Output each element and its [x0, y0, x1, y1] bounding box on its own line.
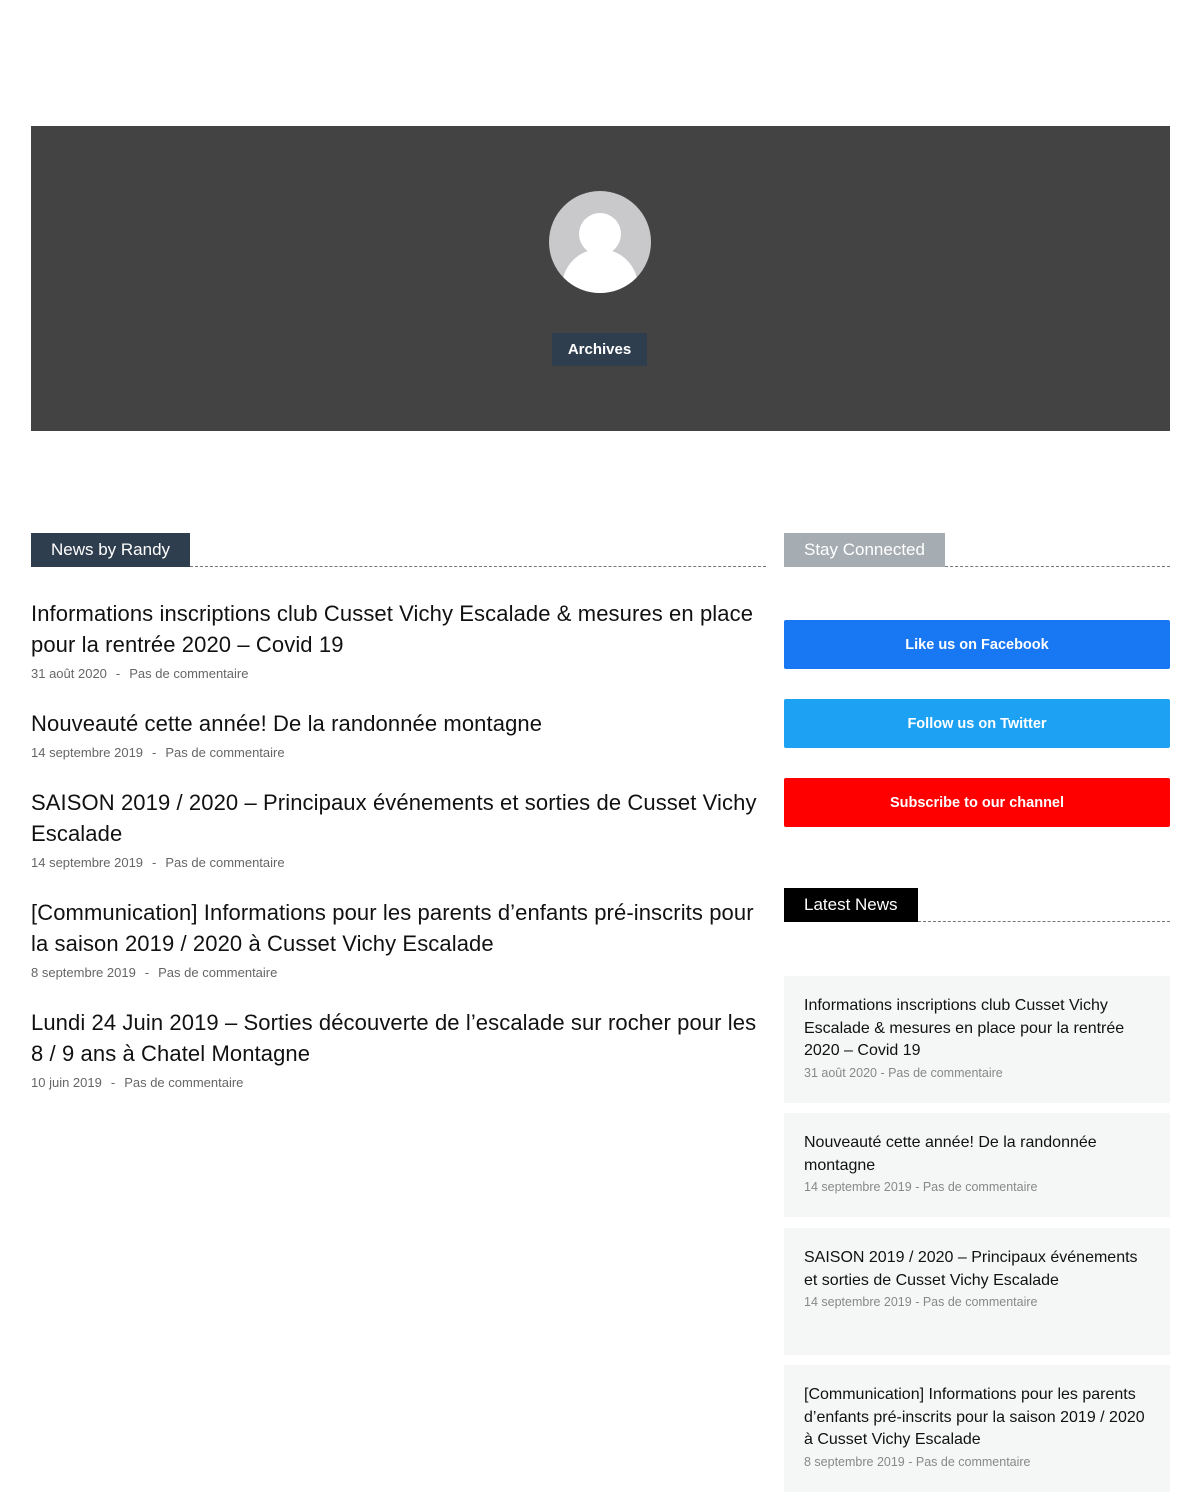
twitter-button[interactable]: Follow us on Twitter [784, 699, 1170, 748]
post-date[interactable]: 8 septembre 2019 [31, 965, 136, 980]
post-title-link[interactable]: Nouveauté cette année! De la randonnée montagne [31, 711, 543, 736]
latest-news-card[interactable] [784, 1228, 1170, 1355]
archives-badge: Archives [552, 333, 647, 366]
news-section-header [31, 533, 766, 567]
post-item [31, 708, 766, 760]
section-divider [190, 566, 766, 567]
section-divider [945, 566, 1170, 567]
meta-separator: - [110, 1075, 116, 1090]
latest-news-card[interactable] [784, 1365, 1170, 1492]
post-comments-link[interactable]: Pas de commentaire [124, 1075, 244, 1090]
post-title-link[interactable]: SAISON 2019 / 2020 – Principaux événements et sorties de Cusset Vichy Escalade [31, 790, 757, 846]
post-meta [31, 965, 766, 980]
post-meta [31, 666, 766, 681]
section-divider [918, 921, 1170, 922]
latest-news-title-link[interactable]: [Communication] Informations pour les parents d’enfants pré-inscrits pour la saison 2019 / 2020 à Cusset Vichy Escalade [804, 1386, 1145, 1448]
latest-news-title-link[interactable]: Nouveauté cette année! De la randonnée montagne [804, 1134, 1097, 1174]
latest-news-meta: 8 septembre 2019 - Pas de commentaire [804, 1454, 1031, 1469]
post-item [31, 598, 766, 681]
stay-connected-header [784, 533, 1170, 567]
author-header [31, 126, 1170, 431]
latest-news-title-link[interactable]: SAISON 2019 / 2020 – Principaux événements et sorties de Cusset Vichy Escalade [804, 1249, 1138, 1289]
latest-news-card[interactable] [784, 976, 1170, 1103]
latest-news-title: Latest News [784, 888, 918, 922]
post-meta [31, 855, 766, 870]
latest-news-card[interactable] [784, 1113, 1170, 1217]
news-section-title: News by Randy [31, 533, 190, 567]
youtube-subscribe-button[interactable]: Subscribe to our channel [784, 778, 1170, 827]
post-item [31, 1007, 766, 1090]
latest-news-header [784, 888, 1170, 922]
meta-separator: - [152, 855, 157, 870]
post-comments-link[interactable]: Pas de commentaire [129, 666, 249, 681]
meta-separator: - [115, 666, 121, 681]
post-title-link[interactable]: Lundi 24 Juin 2019 – Sorties découverte de l’escalade sur rocher pour les 8 / 9 ans à Chatel Montagne [31, 1010, 757, 1066]
post-meta [31, 745, 766, 760]
post-title-link[interactable]: Informations inscriptions club Cusset Vichy Escalade & mesures en place pour la rentrée 2020 – Covid 19 [31, 601, 754, 657]
meta-separator: - [144, 965, 150, 980]
post-meta [31, 1075, 766, 1090]
latest-news-meta: 14 septembre 2019 - Pas de commentaire [804, 1295, 1038, 1309]
post-item [31, 897, 766, 980]
latest-news-title-link[interactable]: Informations inscriptions club Cusset Vichy Escalade & mesures en place pour la rentrée 2020 – Covid 19 [804, 997, 1125, 1059]
post-date[interactable]: 10 juin 2019 [31, 1075, 102, 1090]
post-item [31, 787, 766, 870]
post-date[interactable]: 14 septembre 2019 [31, 745, 144, 760]
stay-connected-title: Stay Connected [784, 533, 945, 567]
post-comments-link[interactable]: Pas de commentaire [158, 965, 278, 980]
default-user-avatar-icon [549, 191, 651, 293]
post-comments-link[interactable]: Pas de commentaire [165, 745, 285, 760]
latest-news-meta: 14 septembre 2019 - Pas de commentaire [804, 1180, 1038, 1194]
post-comments-link[interactable]: Pas de commentaire [165, 855, 285, 870]
post-list [31, 598, 766, 1117]
meta-separator: - [152, 745, 157, 760]
post-title-link[interactable]: [Communication] Informations pour les parents d’enfants pré-inscrits pour la saison 2019 / 2020 à Cusset Vichy Escalade [31, 900, 754, 956]
facebook-button[interactable]: Like us on Facebook [784, 620, 1170, 669]
post-date[interactable]: 31 août 2020 [31, 666, 107, 681]
post-date[interactable]: 14 septembre 2019 [31, 855, 144, 870]
latest-news-meta: 31 août 2020 - Pas de commentaire [804, 1065, 1003, 1080]
